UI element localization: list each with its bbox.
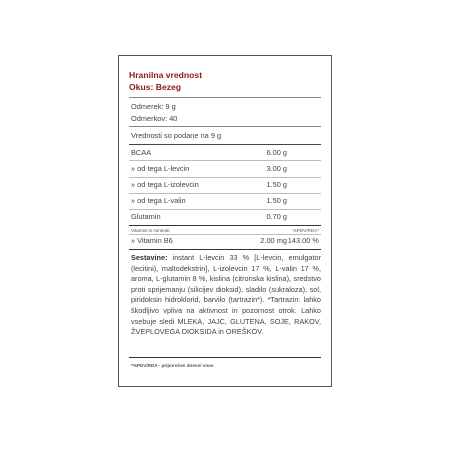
pdv-header: %PDV/RDA* (292, 228, 319, 233)
nutrient-value: 1.50 g (266, 180, 287, 189)
ingredients-label: Sestavine: (131, 253, 168, 262)
divider (129, 126, 321, 127)
divider-thick (129, 144, 321, 145)
vitamin-label: » Vitamin B6 (131, 236, 173, 245)
serving-size: Odmerek: 9 g (131, 102, 176, 111)
nutrient-label: » od tega L-izolevcin (131, 180, 199, 189)
divider-thick (129, 357, 321, 358)
row-divider (129, 209, 321, 210)
divider-thick (129, 225, 321, 226)
vitamin-percent: 143.00 % (287, 236, 319, 245)
row-divider (129, 177, 321, 178)
vitamins-header: Vitamini in minerali (131, 228, 170, 233)
values-note: Vrednosti so podane na 9 g (131, 131, 222, 140)
nutrient-label: Glutamin (131, 212, 161, 221)
nutrient-value: 3.00 g (266, 164, 287, 173)
ingredients-text (131, 253, 321, 338)
allergens-list: MLEKA, JAJC, GLUTENA, SOJE, RAKOV, ŽVEPLOVEGA DIOKSIDA in OREŠKOV. (131, 316, 321, 337)
nutrient-value: 6.00 g (266, 148, 287, 157)
nutrient-label: » od tega L-valin (131, 196, 186, 205)
vitamin-amount: 2.00 mg (260, 236, 287, 245)
footnote: *%PDV/RDA - priporočen dnevni vnos (131, 363, 214, 368)
row-divider (129, 234, 321, 235)
nutrition-facts-panel (118, 55, 332, 387)
row-divider (129, 160, 321, 161)
ingredients-body: instant L-levcin 33 % [L-levcin, emulgator (lecitini), maltodekstrin], L-izolevcin 17 %, L-valin 17 %, aroma, L-glutamin 8 %, kislina (citronska kislina), sredstvo proti sprijemanju (silicijev dioksid), sladilo (sukraloza), sol, piridoksin hidroklorid, barvilo (tartrazin*). *Tartrazin: lahko škodljivo vpliva na aktivnost in pozornost otrok. Lahko vsebuje sledi (131, 253, 322, 326)
nutrient-label: BCAA (131, 148, 152, 157)
panel-title: Hranilna vrednost (129, 70, 203, 80)
nutrient-value: 0.70 g (266, 212, 287, 221)
nutrient-value: 1.50 g (266, 196, 287, 205)
nutrient-label: » od tega L-levcin (131, 164, 190, 173)
row-divider (129, 193, 321, 194)
flavor-label: Okus: Bezeg (129, 82, 182, 92)
panel-heading (129, 69, 202, 93)
serving-count: Odmerkov: 40 (131, 114, 178, 123)
divider (129, 97, 321, 98)
divider-thick (129, 249, 321, 250)
